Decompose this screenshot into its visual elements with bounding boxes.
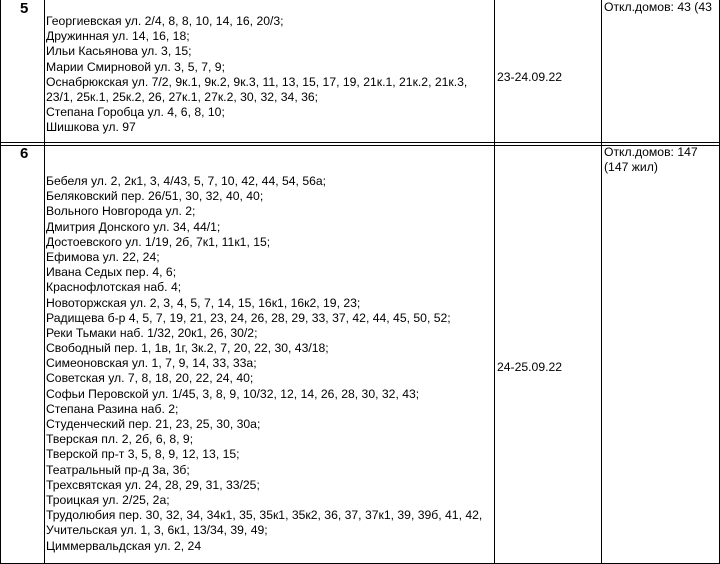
address-line: 23/1, 25к.1, 25к.2, 26, 27к.1, 27к.2, 30, 32, 34, 36; <box>46 89 319 104</box>
address-line: Софьи Перовской ул. 1/45, 3, 8, 9, 10/32, 12, 14, 26, 28, 30, 32, 43; <box>46 386 420 401</box>
address-line: Степана Горобца ул. 4, 6, 8, 10; <box>46 105 225 120</box>
address-line: Вольного Новгорода ул. 2; <box>46 204 196 219</box>
address-line: Радищева б-р 4, 5, 7, 19, 21, 23, 24, 26, 28, 29, 33, 37, 42, 44, 45, 50, 52; <box>46 310 451 325</box>
table-border-left <box>0 0 1 564</box>
address-line: Ивана Седых пер. 4, 6; <box>46 265 177 280</box>
column-divider-1 <box>44 0 45 564</box>
address-line: Георгиевская ул. 2/4, 8, 8, 10, 14, 16, 20/3; <box>46 14 284 28</box>
address-line: Трехсвятская ул. 24, 28, 29, 31, 33/25; <box>46 477 260 492</box>
address-line: Троицкая ул. 2/25, 2а; <box>46 492 170 507</box>
address-line: Бебеля ул. 2, 2к1, 3, 4/43, 5, 7, 10, 42, 44, 54, 56а; <box>46 174 327 188</box>
address-line: Ильи Касьянова ул. 3, 15; <box>46 44 192 59</box>
address-line: Беляковский пер. 26/51, 30, 32, 40, 40; <box>46 189 264 204</box>
address-line: Шишкова ул. 97 <box>46 120 136 135</box>
address-line: Свободный пер. 1, 1в, 1г, 3к.2, 7, 20, 22, 30, 43/18; <box>46 341 329 356</box>
address-line: Марии Смирновой ул. 3, 5, 7, 9; <box>46 59 225 74</box>
address-line: Трудолюбия пер. 30, 32, 34, 34к1, 35, 35к1, 35к2, 36, 37, 37к1, 39, 39б, 41, 42, <box>46 508 483 523</box>
address-line: Симеоновская ул. 1, 7, 9, 14, 33, 33а; <box>46 356 257 371</box>
houses-off-note: Откл.домов: 147 (147 жил) <box>604 145 698 174</box>
address-line: Советская ул. 7, 8, 18, 20, 22, 24, 40; <box>46 371 254 386</box>
address-line: Дмитрия Донского ул. 34, 44/1; <box>46 219 221 234</box>
column-divider-2 <box>494 0 495 564</box>
address-line: Реки Тьмаки наб. 1/32, 20к1, 26, 30/2; <box>46 325 258 340</box>
address-line: Учительская ул. 1, 3, 6к1, 13/34, 39, 49; <box>46 523 268 538</box>
address-list <box>46 174 482 554</box>
outage-date: 23-24.09.22 <box>497 70 563 84</box>
address-line: Дружинная ул. 14, 16, 18; <box>46 29 190 44</box>
houses-off-note: Откл.домов: 43 (43 <box>604 0 712 14</box>
address-line: Оснабрюкская ул. 7/2, 9к.1, 9к.2, 9к.3, 11, 13, 15, 17, 19, 21к.1, 21к.2, 21к.3, <box>46 74 468 89</box>
address-line: Тверской пр-т 3, 5, 8, 9, 12, 13, 15; <box>46 447 240 462</box>
address-line: Степана Разина наб. 2; <box>46 401 179 416</box>
address-line: Тверская пл. 2, 2б, 6, 8, 9; <box>46 432 194 447</box>
address-line: Циммервальдская ул. 2, 24 <box>46 538 202 553</box>
row-divider-top <box>0 142 720 143</box>
address-line: Ефимова ул. 22, 24; <box>46 249 160 264</box>
address-line: Достоевского ул. 1/19, 2б, 7к1, 11к1, 15; <box>46 234 271 249</box>
address-line: Краснофлотская наб. 4; <box>46 280 182 295</box>
address-list <box>46 14 467 136</box>
row-number: 5 <box>20 0 29 17</box>
column-divider-3 <box>601 0 602 564</box>
address-line: Театральный пр-д 3а, 3б; <box>46 462 190 477</box>
row-number: 6 <box>20 145 29 162</box>
outage-date: 24-25.09.22 <box>497 360 563 374</box>
address-line: Студенческий пер. 21, 23, 25, 30, 30а; <box>46 417 261 431</box>
address-line: Новоторжская ул. 2, 3, 4, 5, 7, 14, 15, 16к1, 16к2, 19, 23; <box>46 295 361 310</box>
